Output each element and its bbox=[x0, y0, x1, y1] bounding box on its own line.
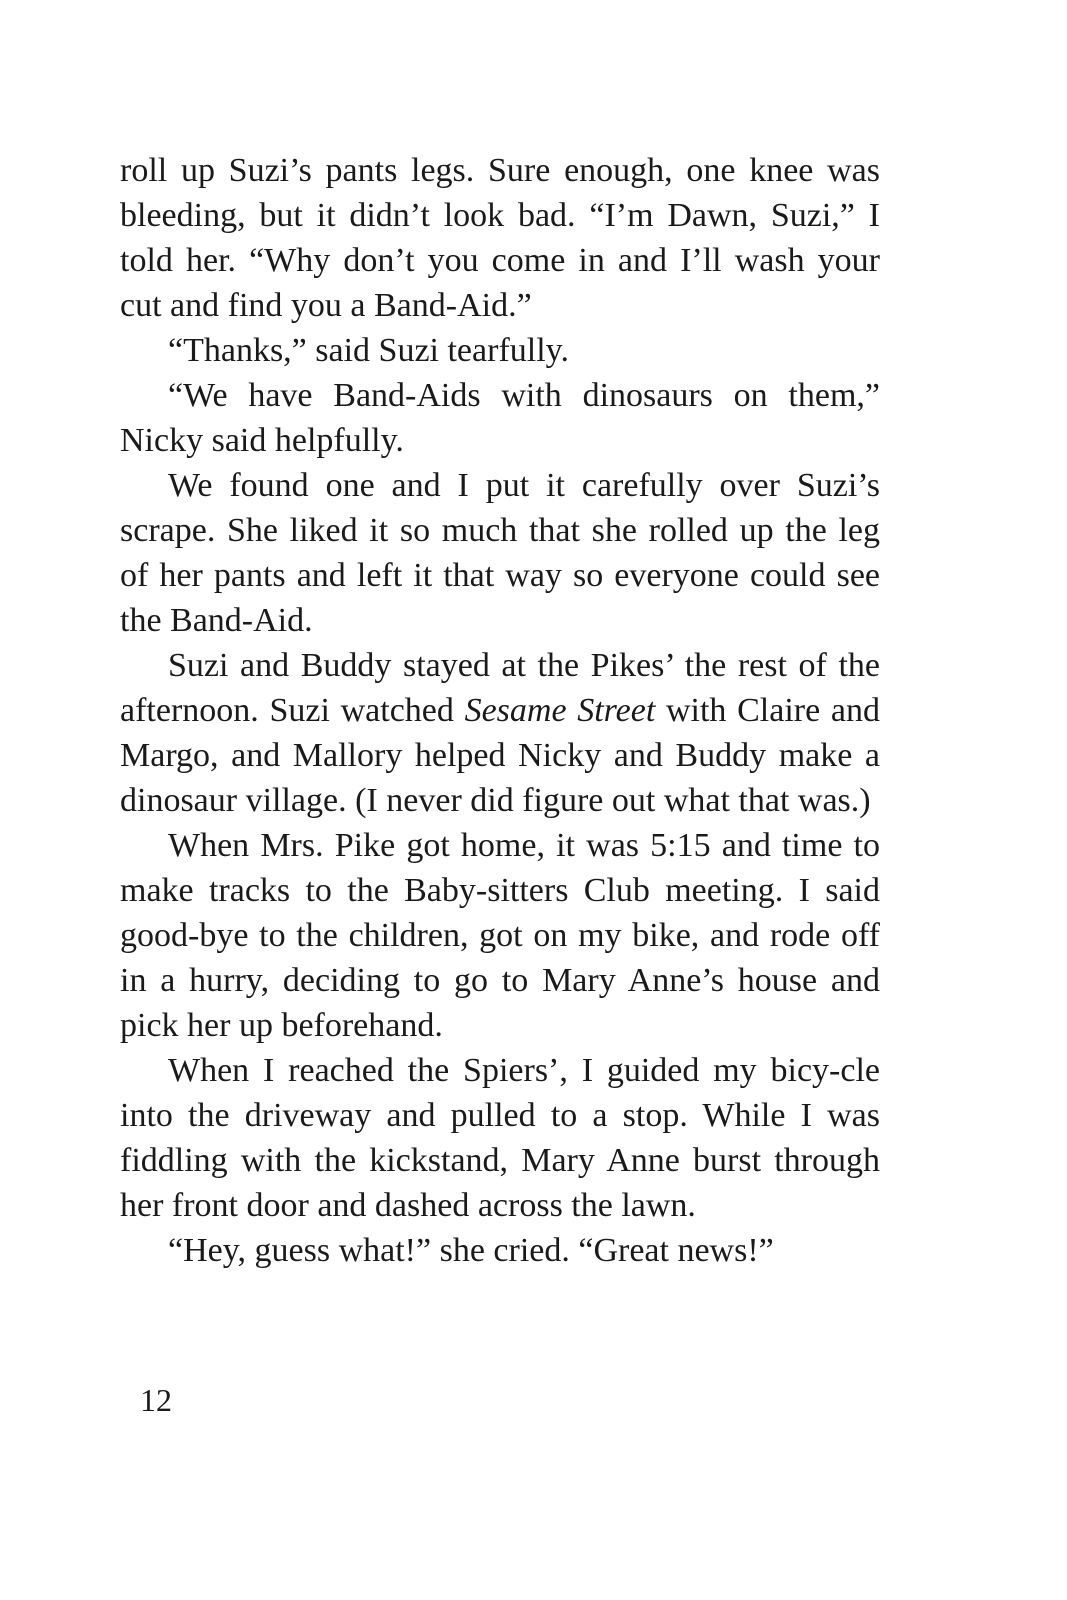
page-number: 12 bbox=[140, 1382, 172, 1418]
italic-title: Sesame Street bbox=[464, 692, 656, 729]
paragraph-text: with Claire and Margo, and Mallory helped Nicky and Buddy make a dinosaur village. (I never did figure out what that was.) bbox=[120, 692, 880, 819]
paragraph-text: roll up Suzi’s pants legs. Sure enough, one knee was bleeding, but it didn’t look bad. “I’m Dawn, Suzi,” I told her. “Why don’t you come in and I’ll wash your cut and find you a Band-Aid.” bbox=[120, 152, 880, 324]
paragraph-5 bbox=[120, 643, 880, 823]
paragraph-3 bbox=[120, 373, 880, 463]
paragraph-6 bbox=[120, 823, 880, 1048]
paragraph-text: Suzi and Buddy stayed at the Pikes’ the rest of the afternoon. Suzi watched bbox=[120, 647, 880, 729]
paragraph-text: “We have Band-Aids with dinosaurs on them,” Nicky said helpfully. bbox=[120, 377, 880, 459]
paragraph-2 bbox=[120, 328, 880, 373]
paragraph-4 bbox=[120, 463, 880, 643]
paragraph-text: “Hey, guess what!” she cried. “Great news!” bbox=[168, 1232, 774, 1269]
body-text bbox=[120, 148, 880, 1273]
paragraph-text: When Mrs. Pike got home, it was 5:15 and time to make tracks to the Baby-sitters Club meeting. I said good-bye to the children, got on my bike, and rode off in a hurry, deciding to go to Mary Anne’s house and pick her up beforehand. bbox=[120, 827, 880, 1044]
paragraph-1 bbox=[120, 148, 880, 328]
paragraph-text: We found one and I put it carefully over Suzi’s scrape. She liked it so much that she rolled up the leg of her pants and left it that way so everyone could see the Band-Aid. bbox=[120, 467, 880, 639]
paragraph-text: When I reached the Spiers’, I guided my bicy-cle into the driveway and pulled to a stop. While I was fiddling with the kickstand, Mary Anne burst through her front door and dashed across the lawn. bbox=[120, 1052, 880, 1224]
paragraph-text: “Thanks,” said Suzi tearfully. bbox=[168, 332, 569, 369]
paragraph-8 bbox=[120, 1228, 880, 1273]
paragraph-7 bbox=[120, 1048, 880, 1228]
